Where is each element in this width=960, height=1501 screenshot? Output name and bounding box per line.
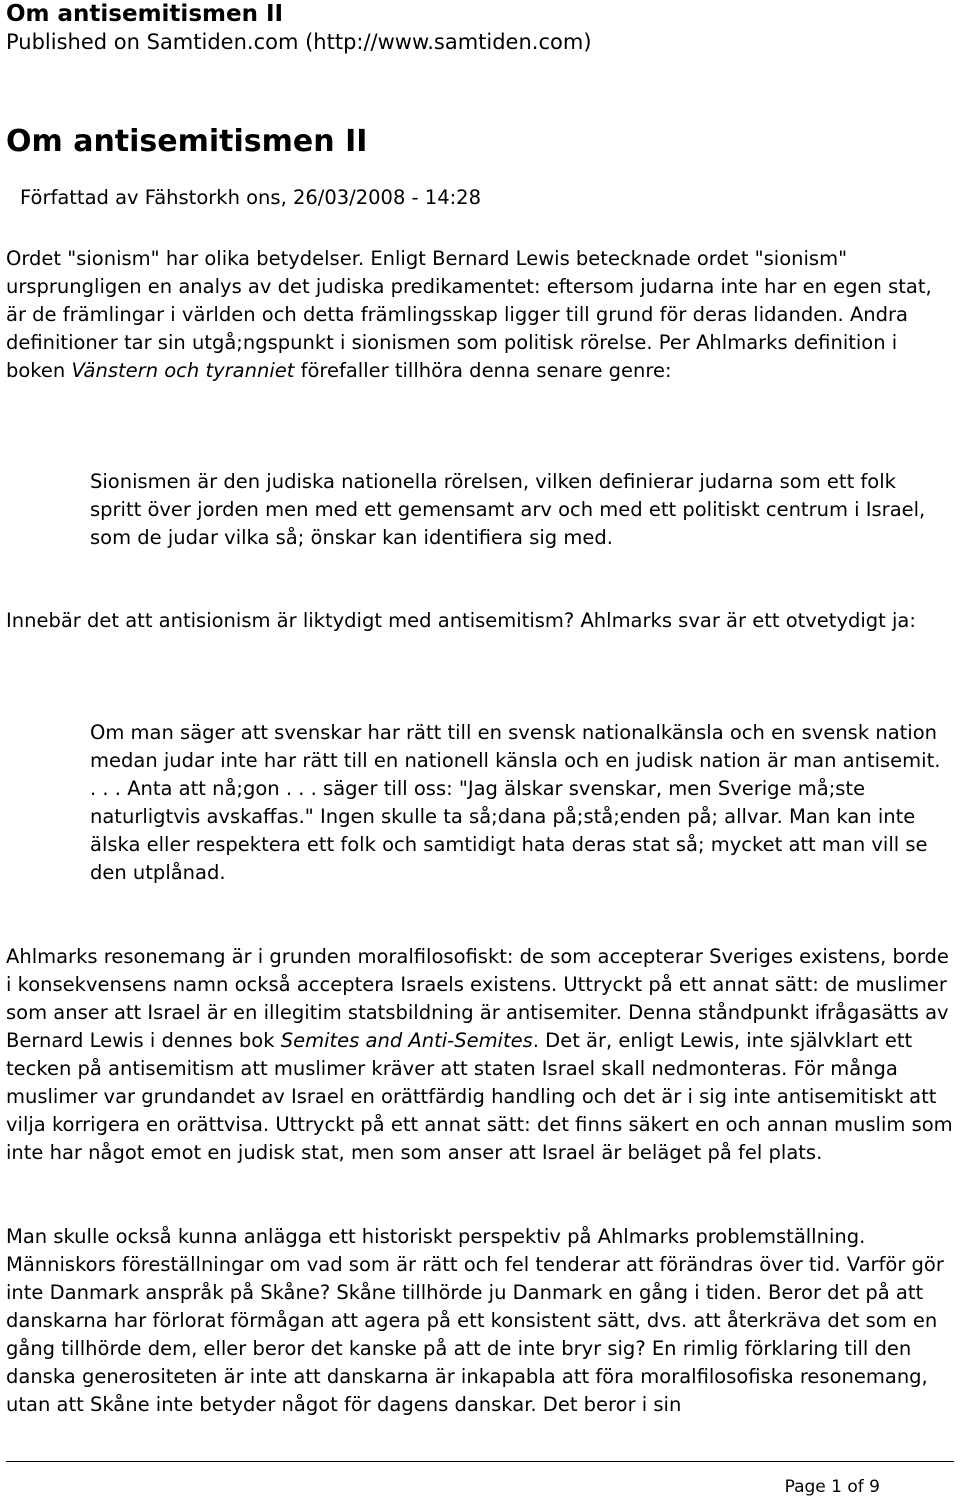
paragraph-3-text-a: Ahlmarks resonemang är i grunden moralfilosofiskt: de som accepterar Sveriges existens, borde i konsekvensens namn också acceptera Israels existens. Uttryckt på ett annat sätt: de muslimer som anser att Israel är en illegitim statsbildning är antisemiter. Denna ståndpunkt ifrågasätts av Bernard Lewis i dennes bok	[6, 945, 949, 1052]
blockquote-2: Om man säger att svenskar har rätt till en svensk nationalkänsla och en svensk nation medan judar inte har rätt till en nationell känsla och en judisk nation är man antisemit. . . . Anta att nå;gon . . . säger till oss: "Jag älskar svenskar, men Sverige må;ste naturligtvis avskaffas." Ingen skulle ta så;dana på;stå;enden på; allvar. Man kan inte älska eller respektera ett folk och samtidigt hata deras stat så; mycket att man vill se den utplånad.	[90, 721, 941, 884]
paragraph-4: Man skulle också kunna anlägga ett historiskt perspektiv på Ahlmarks problemställning. Människors föreställningar om vad som är rätt och fel tenderar att förändras över tid. Varför gör inte Danmark anspråk på Skåne? Skåne tillhörde ju Danmark en gång i tiden. Beror det på att danskarna har förlorat förmågan att agera på ett konsistent sätt, dvs. att återkräva det som en gång tillhörde dem, eller beror det kanske på att de inte bryr sig? En rimlig förklaring till den danska generositeten är inte att danskarna är inkapabla att föra moralfilosofiska resonemang, utan att Skåne inte betyder något för dagens danskar. Det beror i sin	[6, 1225, 944, 1416]
paragraph-3	[6, 943, 954, 1167]
paragraph-3-text-b: . Det är, enligt Lewis, inte självklart ett tecken på antisemitism att muslimer kräver att staten Israel skall nedmonteras. För många muslimer var grundandet av Israel en orättfärdig handling och det är i sig inte antisemitiskt att vilja korrigera en orättvisa. Uttryckt på ett annat sätt: det finns säkert en och annan muslim som inte har något emot en judisk stat, men som anser att Israel är beläget på fel plats.	[6, 1029, 953, 1164]
header-title: Om antisemitismen II	[6, 1, 284, 27]
book-title-vanstern: Vänstern och tyranniet	[71, 359, 295, 382]
paragraph-2: Innebär det att antisionism är liktydigt med antisemitism? Ahlmarks svar är ett otvetydigt ja:	[6, 609, 916, 632]
page-number: Page 1 of 9	[784, 1477, 880, 1497]
book-title-semites: Semites and Anti-Semites	[280, 1029, 533, 1052]
document-header	[6, 0, 592, 56]
paragraph-1	[6, 245, 954, 385]
blockquote-1: Sionismen är den judiska nationella rörelsen, vilken definierar judarna som ett folk spritt över jorden men med ett gemensamt arv och med ett politiskt centrum i Israel, som de judar vilka så; önskar kan identifiera sig med.	[90, 470, 926, 549]
header-published-line: Published on Samtiden.com (http://www.samtiden.com)	[6, 30, 592, 54]
paragraph-1-text-a: Ordet "sionism" har olika betydelser. Enligt Bernard Lewis betecknade ordet "sionism" ursprungligen en analys av det judiska predikamentet: eftersom judarna inte har en egen stat, är de främlingar i världen och detta främlingsskap ligger till grund för deras lidanden. Andra definitioner tar sin utgå;ngspunkt i sionismen som politisk rörelse. Per Ahlmarks definition i boken	[6, 247, 932, 382]
paragraph-1-text-b: förefaller tillhöra denna senare genre:	[294, 359, 672, 382]
footer-divider	[6, 1461, 954, 1462]
article-byline: Författad av Fähstorkh ons, 26/03/2008 - 14:28	[20, 186, 481, 209]
article-title: Om antisemitismen II	[6, 124, 368, 159]
